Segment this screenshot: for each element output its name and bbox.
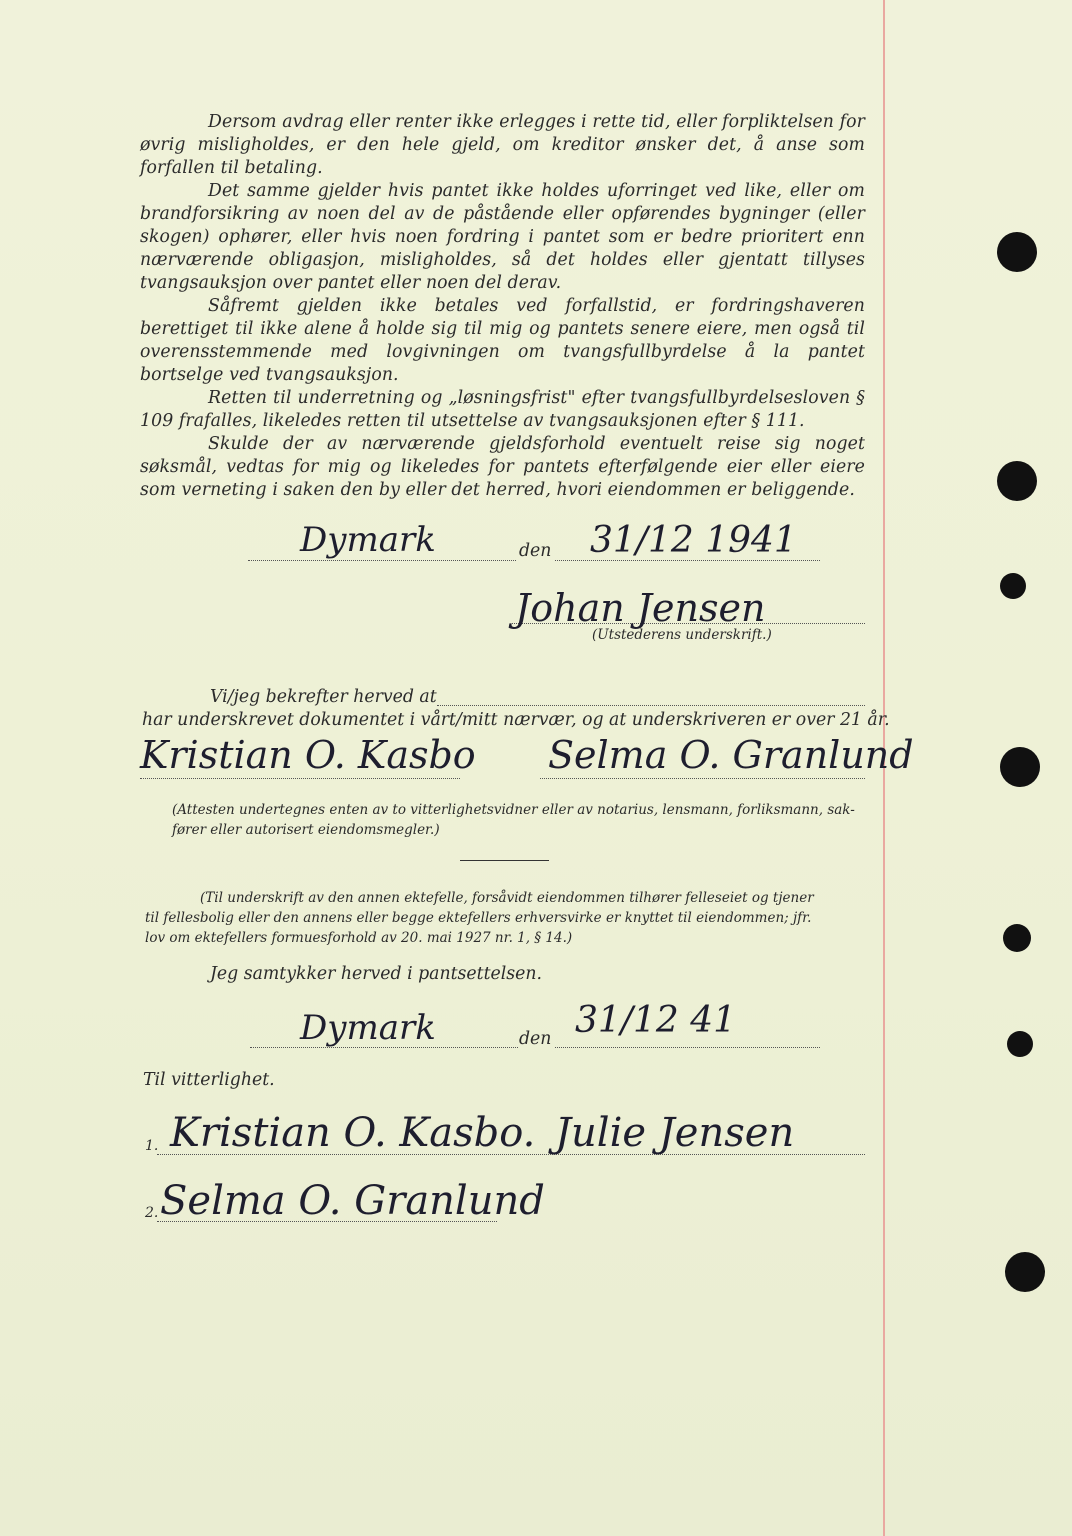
date-handwritten-2: 31/12 41 xyxy=(575,1000,736,1041)
date-handwritten: 31/12 1941 xyxy=(590,520,797,561)
paragraph-venue: Skulde der av nærværende gjeldsforhold eventuelt reise sig noget søksmål, vedtas for mig og likeledes for pantets efterfølgende eier eller eiere som verneting i saken den by eller det herred, hvori eiendommen er beliggende. xyxy=(140,434,865,500)
den-label: den xyxy=(519,541,552,561)
separator-rule xyxy=(460,860,549,861)
issuer-caption: (Utstederens underskrift.) xyxy=(592,627,772,643)
spouse-note-line-3: lov om ektefellers formuesforhold av 20. mai 1927 nr. 1, § 14.) xyxy=(145,930,573,946)
paragraph-notice: Retten til underretning og „løsningsfrist" efter tvangsfullbyrdelsesloven § 109 frafalles, likeledes retten til utsettelse av tvangsauksjonen efter § 111. xyxy=(140,388,865,431)
punch-hole-icon xyxy=(1000,747,1040,787)
witness-number-2: 2. xyxy=(145,1205,159,1221)
paragraph-maturity: Såfremt gjelden ikke betales ved forfallstid, er fordringshaveren berettiget til ikke alene å holde sig til mig og pantets senere eiere, men også til overensstemmende med lovgivningen om tvangsfullbyrdelse å la pantet bortselge ved tvangsauksjon. xyxy=(140,296,865,385)
witness-1-signature: Kristian O. Kasbo. xyxy=(170,1110,536,1156)
punch-hole-icon xyxy=(1005,1252,1045,1292)
punch-hole-icon xyxy=(1007,1031,1033,1057)
den-label-2: den xyxy=(519,1029,552,1049)
confirm-line-2: har underskrevet dokumentet i vårt/mitt nærvær, og at underskriveren er over 21 år. xyxy=(142,710,890,730)
witness-signature-a: Kristian O. Kasbo xyxy=(140,733,476,777)
place-line xyxy=(248,560,516,561)
witness-number-1: 1. xyxy=(145,1138,159,1154)
consent-text: Jeg samtykker herved i pantsettelsen. xyxy=(210,964,542,984)
til-vitterlighet-label: Til vitterlighet. xyxy=(143,1070,275,1090)
confirm-line-1: Vi/jeg bekrefter herved at xyxy=(210,687,437,707)
attest-note-line-1: (Attesten undertegnes enten av to vitterlighetsvidner eller av notarius, lensmann, forliksmann, sak- xyxy=(172,802,855,818)
punch-hole-icon xyxy=(1000,573,1026,599)
spouse-note-line-2: til fellesbolig eller den annens eller begge ektefellers erhversvirke er knyttet til eiendommen; jfr. xyxy=(145,910,812,926)
witness-line-b xyxy=(540,778,865,779)
place-handwritten: Dymark xyxy=(300,520,436,560)
paragraph-default: Dersom avdrag eller renter ikke erlegges i rette tid, eller forpliktelsen for øvrig misligholdes, er den hele gjeld, om kreditor ønsker det, å anse som forfallen til betaling. xyxy=(140,112,865,178)
paragraph-collateral: Det samme gjelder hvis pantet ikke holdes uforringet ved like, eller om brandforsikring av noen del av de påstående eller opførendes bygninger (eller skogen) ophører, eller hvis noen fordring i pantet som er bedre prioritert enn nærværende obligasjon, misligholdes, så det holdes eller gjentatt tillyses tvangsauksjon over pantet eller noen del derav. xyxy=(140,181,865,293)
punch-hole-icon xyxy=(997,232,1037,272)
date-line-2 xyxy=(555,1047,820,1048)
punch-hole-icon xyxy=(997,461,1037,501)
spouse-note-line-1: (Til underskrift av den annen ektefelle, forsåvidt eiendommen tilhører felleseiet og tjener xyxy=(200,890,814,906)
spouse-signature: Julie Jensen xyxy=(555,1110,795,1156)
witness-2-signature: Selma O. Granlund xyxy=(160,1178,545,1224)
place-handwritten-2: Dymark xyxy=(300,1008,436,1048)
issuer-signature: Johan Jensen xyxy=(515,586,766,630)
attest-note-line-2: fører eller autorisert eiendomsmegler.) xyxy=(172,822,440,838)
witness-line-a xyxy=(140,778,460,779)
punch-hole-icon xyxy=(1003,924,1031,952)
confirm-dotline xyxy=(437,705,865,706)
witness-signature-b: Selma O. Granlund xyxy=(548,733,914,777)
terms-text xyxy=(140,111,865,502)
